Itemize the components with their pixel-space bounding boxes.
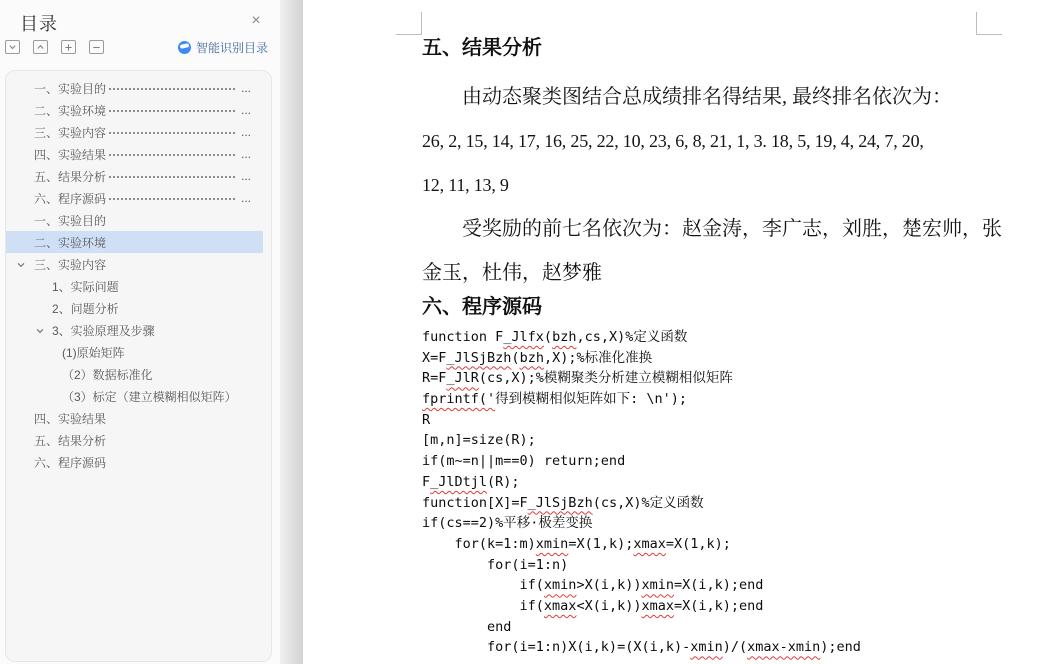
code-line: R	[422, 411, 431, 428]
paragraph-block	[422, 75, 1002, 295]
dot-leader	[108, 175, 237, 179]
plus-button[interactable]	[61, 40, 76, 54]
spellcheck-squiggle: xmax	[543, 597, 577, 614]
chevron-down-icon[interactable]	[35, 325, 45, 335]
outline-item[interactable]	[6, 231, 263, 253]
spellcheck-squiggle: bzh	[519, 349, 544, 366]
document-text-line: 26, 2, 15, 14, 17, 16, 25, 22, 10, 23, 6, 8, 21, 1, 3. 18, 5, 19, 4, 24, 7, 20,	[422, 131, 924, 151]
toc-link-item[interactable]	[6, 77, 263, 99]
collapse-button[interactable]	[5, 40, 20, 54]
section-heading-results-analysis: 五、结果分析	[422, 37, 542, 59]
code-line: X=F_JlSjBzh(bzh,X);%标准化准换	[422, 349, 653, 366]
spellcheck-squiggle: xmax	[633, 535, 666, 552]
dot-leader	[108, 153, 237, 157]
toc-link-trail: ...	[240, 103, 251, 117]
outline-item-label: 六、程序源码	[34, 455, 107, 470]
code-line: for(i=1:n)	[422, 556, 569, 573]
code-line: F_JlDtjl(R);	[422, 473, 520, 490]
outline-item[interactable]	[6, 363, 263, 385]
outline-item-label: 3、实验原理及步骤	[52, 323, 155, 338]
toc-toolbar	[5, 40, 104, 56]
outline-item[interactable]	[6, 209, 263, 231]
outline-item[interactable]	[6, 253, 263, 275]
document-text-line: 12, 11, 13, 9	[422, 175, 509, 195]
toc-link-label: 二、实验环境	[34, 103, 107, 118]
toc-link-item[interactable]	[6, 121, 263, 143]
outline-item-label: 三、实验内容	[34, 257, 107, 272]
spellcheck-squiggle: xmin	[690, 639, 723, 656]
spellcheck-squiggle: _JlR	[446, 370, 479, 387]
outline-item-label: （3）标定（建立模糊相似矩阵）	[62, 389, 237, 404]
outline-item[interactable]	[6, 275, 263, 297]
toc-link-label: 三、实验内容	[34, 125, 107, 140]
toc-link-label: 五、结果分析	[34, 169, 107, 184]
outline-item-label: (1)原始矩阵	[62, 345, 125, 360]
toc-link-label: 六、程序源码	[34, 191, 107, 206]
outline-item[interactable]	[6, 297, 263, 319]
close-icon[interactable]: ×	[251, 12, 261, 29]
outline-item-label: 五、结果分析	[34, 433, 107, 448]
code-line: function[X]=F_JlSjBzh(cs,X)%定义函数	[422, 494, 704, 511]
toc-panel	[5, 70, 272, 662]
toc-link-item[interactable]	[6, 99, 263, 121]
toc-link-trail: ...	[240, 147, 251, 161]
spellcheck-squiggle: _Jlfx	[503, 329, 544, 345]
dot-leader	[108, 87, 237, 91]
spellcheck-squiggle: xmax	[641, 597, 674, 614]
dot-leader	[108, 109, 237, 113]
outline-item[interactable]	[6, 451, 263, 473]
smart-identify-toc-label: 智能识别目录	[195, 41, 268, 55]
code-line: if(m~=n||m==0) return;end	[422, 453, 626, 470]
toc-link-trail: ...	[240, 81, 251, 95]
code-line: for(i=1:n)X(i,k)=(X(i,k)-xmin)/(xmax-xmin);end	[422, 639, 861, 656]
code-line: for(k=1:m)xmin=X(1,k);xmax=X(1,k);	[422, 535, 731, 552]
outline-item[interactable]	[6, 319, 263, 341]
outline-item-label: 1、实际问题	[52, 279, 119, 294]
minus-icon	[92, 43, 101, 52]
outline-item-label: （2）数据标准化	[62, 367, 153, 382]
outline-item[interactable]	[6, 341, 263, 363]
chevron-up-icon	[36, 43, 45, 51]
outline-item-label: 一、实验目的	[34, 213, 107, 228]
toc-link-label: 四、实验结果	[34, 147, 107, 162]
spellcheck-squiggle: xmax-xmin	[747, 639, 821, 656]
expand-button[interactable]	[33, 40, 48, 54]
toc-link-label: 一、实验目的	[34, 81, 107, 96]
outline-item[interactable]	[6, 385, 263, 407]
spellcheck-squiggle: fprintf('	[422, 391, 496, 408]
document-content[interactable]	[303, 0, 1050, 664]
outline-item-label: 二、实验环境	[34, 235, 107, 250]
chevron-down-icon	[8, 43, 17, 51]
spellcheck-squiggle: _JlSjBzh	[527, 494, 593, 511]
code-line: R=F_JlR(cs,X);%模糊聚类分析建立模糊相似矩阵	[422, 370, 733, 387]
spellcheck-squiggle: xmin	[535, 535, 569, 552]
toc-link-item[interactable]	[6, 187, 263, 209]
ai-circle-icon	[178, 41, 191, 54]
toc-list	[6, 77, 271, 473]
sidebar-title: 目录	[20, 14, 58, 34]
toc-sidebar	[0, 0, 280, 664]
smart-identify-toc-button[interactable]	[178, 39, 268, 56]
section-heading-source-code: 六、程序源码	[422, 296, 542, 318]
minus-button[interactable]	[89, 40, 104, 54]
toc-link-trail: ...	[240, 125, 251, 139]
plus-icon	[64, 43, 73, 52]
spellcheck-squiggle: bzh	[552, 329, 577, 345]
document-text-line: 金玉，杜伟，赵梦雅	[422, 262, 602, 284]
outline-item[interactable]	[6, 429, 263, 451]
toc-link-item[interactable]	[6, 165, 263, 187]
code-line: if(xmax<X(i,k))xmax=X(i,k);end	[422, 597, 764, 614]
sidebar-page-divider	[280, 0, 303, 664]
chevron-down-icon[interactable]	[16, 259, 26, 269]
spellcheck-squiggle: _JlSjBzh	[446, 349, 512, 366]
dot-leader	[108, 131, 237, 135]
toc-link-trail: ...	[240, 169, 251, 183]
toc-link-trail: ...	[240, 191, 251, 205]
code-line: [m,n]=size(R);	[422, 432, 536, 449]
outline-item[interactable]	[6, 407, 263, 429]
code-line: if(cs==2)%平移·极差变换	[422, 515, 593, 532]
code-block	[422, 327, 976, 658]
dot-leader	[108, 197, 237, 201]
spellcheck-squiggle: _JlDtjl	[430, 473, 488, 490]
document-text-line: 受奖励的前七名依次为：赵金涛，李广志，刘胜，楚宏帅，张	[462, 218, 1002, 240]
code-line: function F_Jlfx(bzh,cs,X)%定义函数	[422, 329, 688, 345]
spellcheck-squiggle: xmin	[641, 577, 674, 594]
code-line: end	[422, 618, 512, 635]
toc-link-item[interactable]	[6, 143, 263, 165]
spellcheck-squiggle: xmin	[543, 577, 577, 594]
code-line: fprintf('得到模糊相似矩阵如下: \n');	[422, 391, 688, 408]
outline-item-label: 2、问题分析	[52, 301, 119, 316]
outline-item-label: 四、实验结果	[34, 411, 107, 426]
document-text-line: 由动态聚类图结合总成绩排名得结果, 最终排名依次为：	[462, 86, 952, 108]
document-page	[303, 0, 1050, 664]
code-line: if(xmin>X(i,k))xmin=X(i,k);end	[422, 577, 764, 594]
